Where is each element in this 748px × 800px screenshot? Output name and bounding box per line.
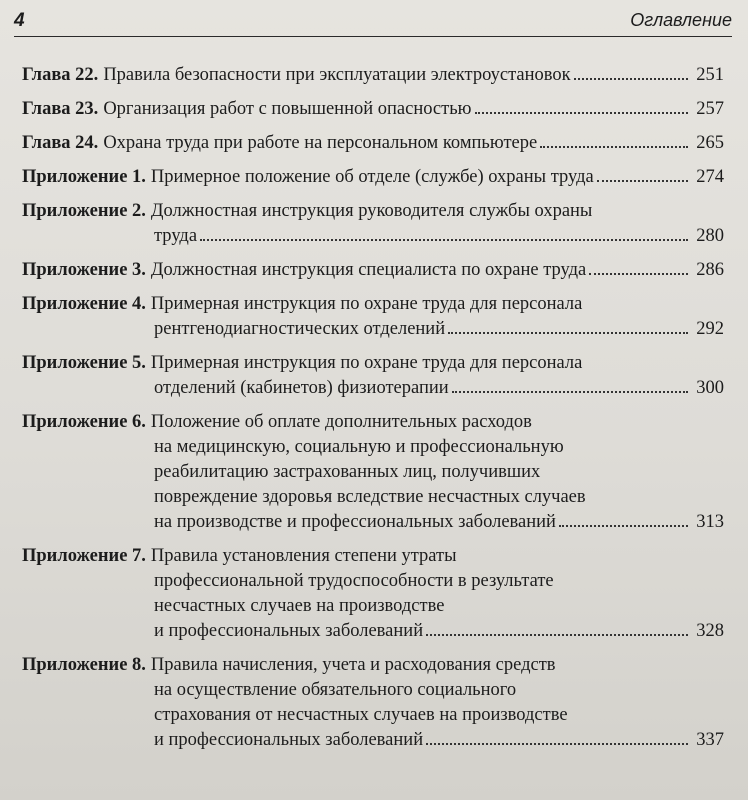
toc-entry[interactable] <box>22 258 724 283</box>
toc-label: Приложение 7. <box>22 546 146 566</box>
toc-label: Приложение 3. <box>22 260 146 280</box>
toc-entry[interactable] <box>22 97 724 122</box>
dot-leader <box>589 272 688 275</box>
toc-title-text: Должностная инструкция специалиста по охране труда <box>150 260 587 280</box>
toc-entry[interactable] <box>22 131 724 156</box>
toc-line <box>22 653 724 678</box>
toc-title-text: профессиональной трудоспособности в результате <box>154 571 554 591</box>
toc-title-text: Примерная инструкция по охране труда для персонала <box>150 353 583 373</box>
page-header <box>14 8 732 37</box>
dot-leader <box>574 77 688 80</box>
toc-title-text: Примерная инструкция по охране труда для персонала <box>150 294 583 314</box>
toc-line <box>22 199 724 224</box>
toc-line <box>22 224 724 249</box>
toc-title-text: Правила безопасности при эксплуатации электроустановок <box>103 65 571 85</box>
dot-leader <box>448 331 688 334</box>
toc-label: Приложение 6. <box>22 412 146 432</box>
toc-label: Приложение 2. <box>22 201 146 221</box>
toc-title-text: рентгенодиагностических отделений <box>154 319 446 339</box>
toc-title-text: на осуществление обязательного социального <box>154 680 517 700</box>
toc-title-text: Охрана труда при работе на персональном компьютере <box>103 133 538 153</box>
dot-leader <box>475 111 689 114</box>
toc-line <box>22 292 724 317</box>
toc-title-text: и профессиональных заболеваний <box>154 730 424 750</box>
toc-title-text: Организация работ с повышенной опасностью <box>103 99 472 119</box>
toc-label: Глава 22. <box>22 65 99 85</box>
toc-line <box>22 97 724 122</box>
dot-leader <box>559 524 688 527</box>
toc-line <box>22 594 724 619</box>
toc-page-number: 251 <box>696 65 724 85</box>
toc-entry[interactable] <box>22 165 724 190</box>
toc-title-text: реабилитацию застрахованных лиц, получивших <box>154 462 541 482</box>
toc-entry[interactable] <box>22 351 724 401</box>
toc-page-number: 337 <box>696 730 724 750</box>
toc-line <box>22 376 724 401</box>
dot-leader <box>426 742 688 745</box>
toc-line <box>22 258 724 283</box>
toc-label: Приложение 4. <box>22 294 146 314</box>
toc-line <box>22 131 724 156</box>
toc-line <box>22 351 724 376</box>
dot-leader <box>200 238 688 241</box>
toc-line <box>22 703 724 728</box>
toc-label: Приложение 8. <box>22 655 146 675</box>
toc-entry[interactable] <box>22 544 724 644</box>
table-of-contents <box>22 63 724 762</box>
dot-leader <box>597 179 688 182</box>
toc-title-text: отделений (кабинетов) физиотерапии <box>154 378 449 398</box>
toc-line <box>22 619 724 644</box>
toc-line <box>22 460 724 485</box>
toc-page-number: 300 <box>696 378 724 398</box>
toc-title-text: труда <box>154 226 198 246</box>
toc-label: Приложение 1. <box>22 167 146 187</box>
toc-page-number: 286 <box>696 260 724 280</box>
toc-label: Глава 24. <box>22 133 99 153</box>
toc-line <box>22 317 724 342</box>
toc-page-number: 292 <box>696 319 724 339</box>
toc-page-number: 257 <box>696 99 724 119</box>
dot-leader <box>426 633 688 636</box>
toc-title-text: и профессиональных заболеваний <box>154 621 424 641</box>
toc-title-text: Положение об оплате дополнительных расходов <box>150 412 532 432</box>
toc-line <box>22 63 724 88</box>
toc-title-text: Должностная инструкция руководителя службы охраны <box>150 201 593 221</box>
toc-entry[interactable] <box>22 63 724 88</box>
toc-title-text: Примерное положение об отделе (службе) охраны труда <box>150 167 594 187</box>
toc-line <box>22 728 724 753</box>
dot-leader <box>452 390 688 393</box>
toc-entry[interactable] <box>22 653 724 753</box>
toc-title-text: несчастных случаев на производстве <box>154 596 445 616</box>
toc-title-text: на медицинскую, социальную и профессиональную <box>154 437 564 457</box>
toc-page-number: 274 <box>696 167 724 187</box>
toc-title-text: страхования от несчастных случаев на производстве <box>154 705 568 725</box>
toc-line <box>22 678 724 703</box>
toc-entry[interactable] <box>22 410 724 535</box>
running-head: Оглавление <box>630 10 732 30</box>
toc-entry[interactable] <box>22 199 724 249</box>
toc-page-number: 265 <box>696 133 724 153</box>
toc-page-number: 328 <box>696 621 724 641</box>
toc-title-text: повреждение здоровья вследствие несчастных случаев <box>154 487 586 507</box>
toc-title-text: Правила начисления, учета и расходования средств <box>150 655 556 675</box>
toc-line <box>22 569 724 594</box>
toc-entry[interactable] <box>22 292 724 342</box>
toc-label: Глава 23. <box>22 99 99 119</box>
toc-line <box>22 485 724 510</box>
toc-line <box>22 165 724 190</box>
toc-line <box>22 435 724 460</box>
toc-page-number: 280 <box>696 226 724 246</box>
toc-title-text: на производстве и профессиональных заболеваний <box>154 512 556 532</box>
toc-title-text: Правила установления степени утраты <box>150 546 457 566</box>
toc-line <box>22 410 724 435</box>
toc-label: Приложение 5. <box>22 353 146 373</box>
dot-leader <box>540 145 688 148</box>
page-number: 4 <box>14 10 25 31</box>
toc-line <box>22 510 724 535</box>
toc-line <box>22 544 724 569</box>
toc-page-number: 313 <box>696 512 724 532</box>
